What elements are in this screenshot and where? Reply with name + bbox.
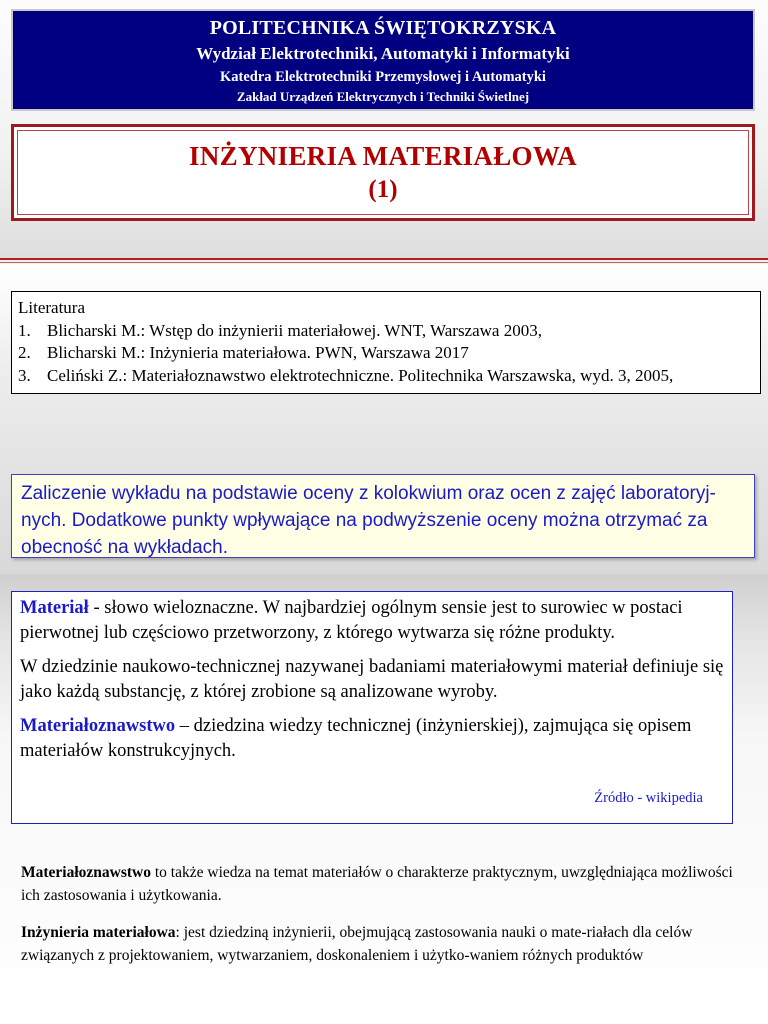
science-term: Materiałoznawstwo	[20, 716, 176, 736]
faculty-name: Wydział Elektrotechniki, Automatyki i Informatyki	[196, 44, 570, 63]
source-citation: Źródło - wikipedia	[594, 790, 703, 806]
literature-item-text: Celiński Z.: Materiałoznawstwo elektrotechniczne. Politechnika Warszawska, wyd. 3, 2005,	[47, 365, 674, 385]
literature-item	[18, 342, 754, 365]
literature-item-number: 2.	[18, 343, 31, 362]
material-definition	[20, 596, 724, 646]
science-definition-text: – dziedzina wiedzy technicznej (inżynierskiej), zajmująca się opisem materiałów konstrukcyjnych.	[20, 716, 692, 761]
credit-info-box	[11, 474, 755, 558]
literature-box	[11, 291, 761, 394]
engineering-note-text: : jest dziedziną inżynierii, obejmującą zastosowania nauki o mate-riałach dla celów związanych z projektowaniem, wytwarzaniem, doskonaleniem i użytko-waniem różnych produktów	[21, 924, 693, 964]
literature-item	[18, 320, 754, 343]
literature-list	[18, 320, 754, 388]
material-term: Materiał	[20, 598, 89, 618]
literature-item-number: 1.	[18, 320, 31, 340]
research-definition: W dziedzinie naukowo-technicznej nazywanej badaniami materiałowymi materiał definiuje się jako każdą substancję, z której zrobione są analizowane wyroby.	[20, 657, 724, 702]
university-name: POLITECHNIKA ŚWIĘTOKRZYSKA	[209, 17, 557, 39]
department-name: Katedra Elektrotechniki Przemysłowej i Automatyki	[220, 69, 546, 85]
engineering-note	[21, 921, 741, 967]
notes-section	[21, 861, 741, 981]
unit-name: Zakład Urządzeń Elektrycznych i Techniki Świetlnej	[236, 89, 530, 104]
literature-heading: Literatura	[18, 298, 86, 317]
literature-item-number: 3.	[18, 365, 31, 385]
title-box	[11, 124, 755, 221]
slide-divider	[0, 258, 768, 260]
literature-item	[18, 365, 754, 388]
definitions-box	[11, 591, 733, 824]
science-definition	[20, 714, 724, 764]
engineering-note-term: Inżynieria materiałowa	[21, 924, 176, 941]
science-note	[21, 861, 741, 907]
page-subtitle: (1)	[368, 176, 398, 203]
page-title: INŻYNIERIA MATERIAŁOWA	[189, 141, 577, 171]
slide-divider-thin	[0, 262, 768, 263]
literature-item-text: Blicharski M.: Inżynieria materiałowa. PWN, Warszawa 2017	[47, 343, 469, 362]
science-note-text: to także wiedza na temat materiałów o charakterze praktycznym, uwzględniająca możliwości ich zastosowania i użytkowania.	[21, 864, 733, 904]
credit-info-text: Zaliczenie wykładu na podstawie oceny z kolokwium oraz ocen z zajęć laboratoryj-nych. Dodatkowe punkty wpływające na podwyższenie oceny można otrzymać za obecność na wykładach.	[21, 483, 716, 558]
science-note-term: Materiałoznawstwo	[21, 864, 151, 881]
material-definition-text: - słowo wieloznaczne. W najbardziej ogólnym sensie jest to surowiec w postaci pierwotnej lub częściowo przetworzony, z którego wytwarza się różne produkty.	[20, 598, 683, 643]
university-header	[11, 9, 755, 111]
literature-item-text: Blicharski M.: Wstęp do inżynierii materiałowej. WNT, Warszawa 2003,	[47, 320, 542, 340]
